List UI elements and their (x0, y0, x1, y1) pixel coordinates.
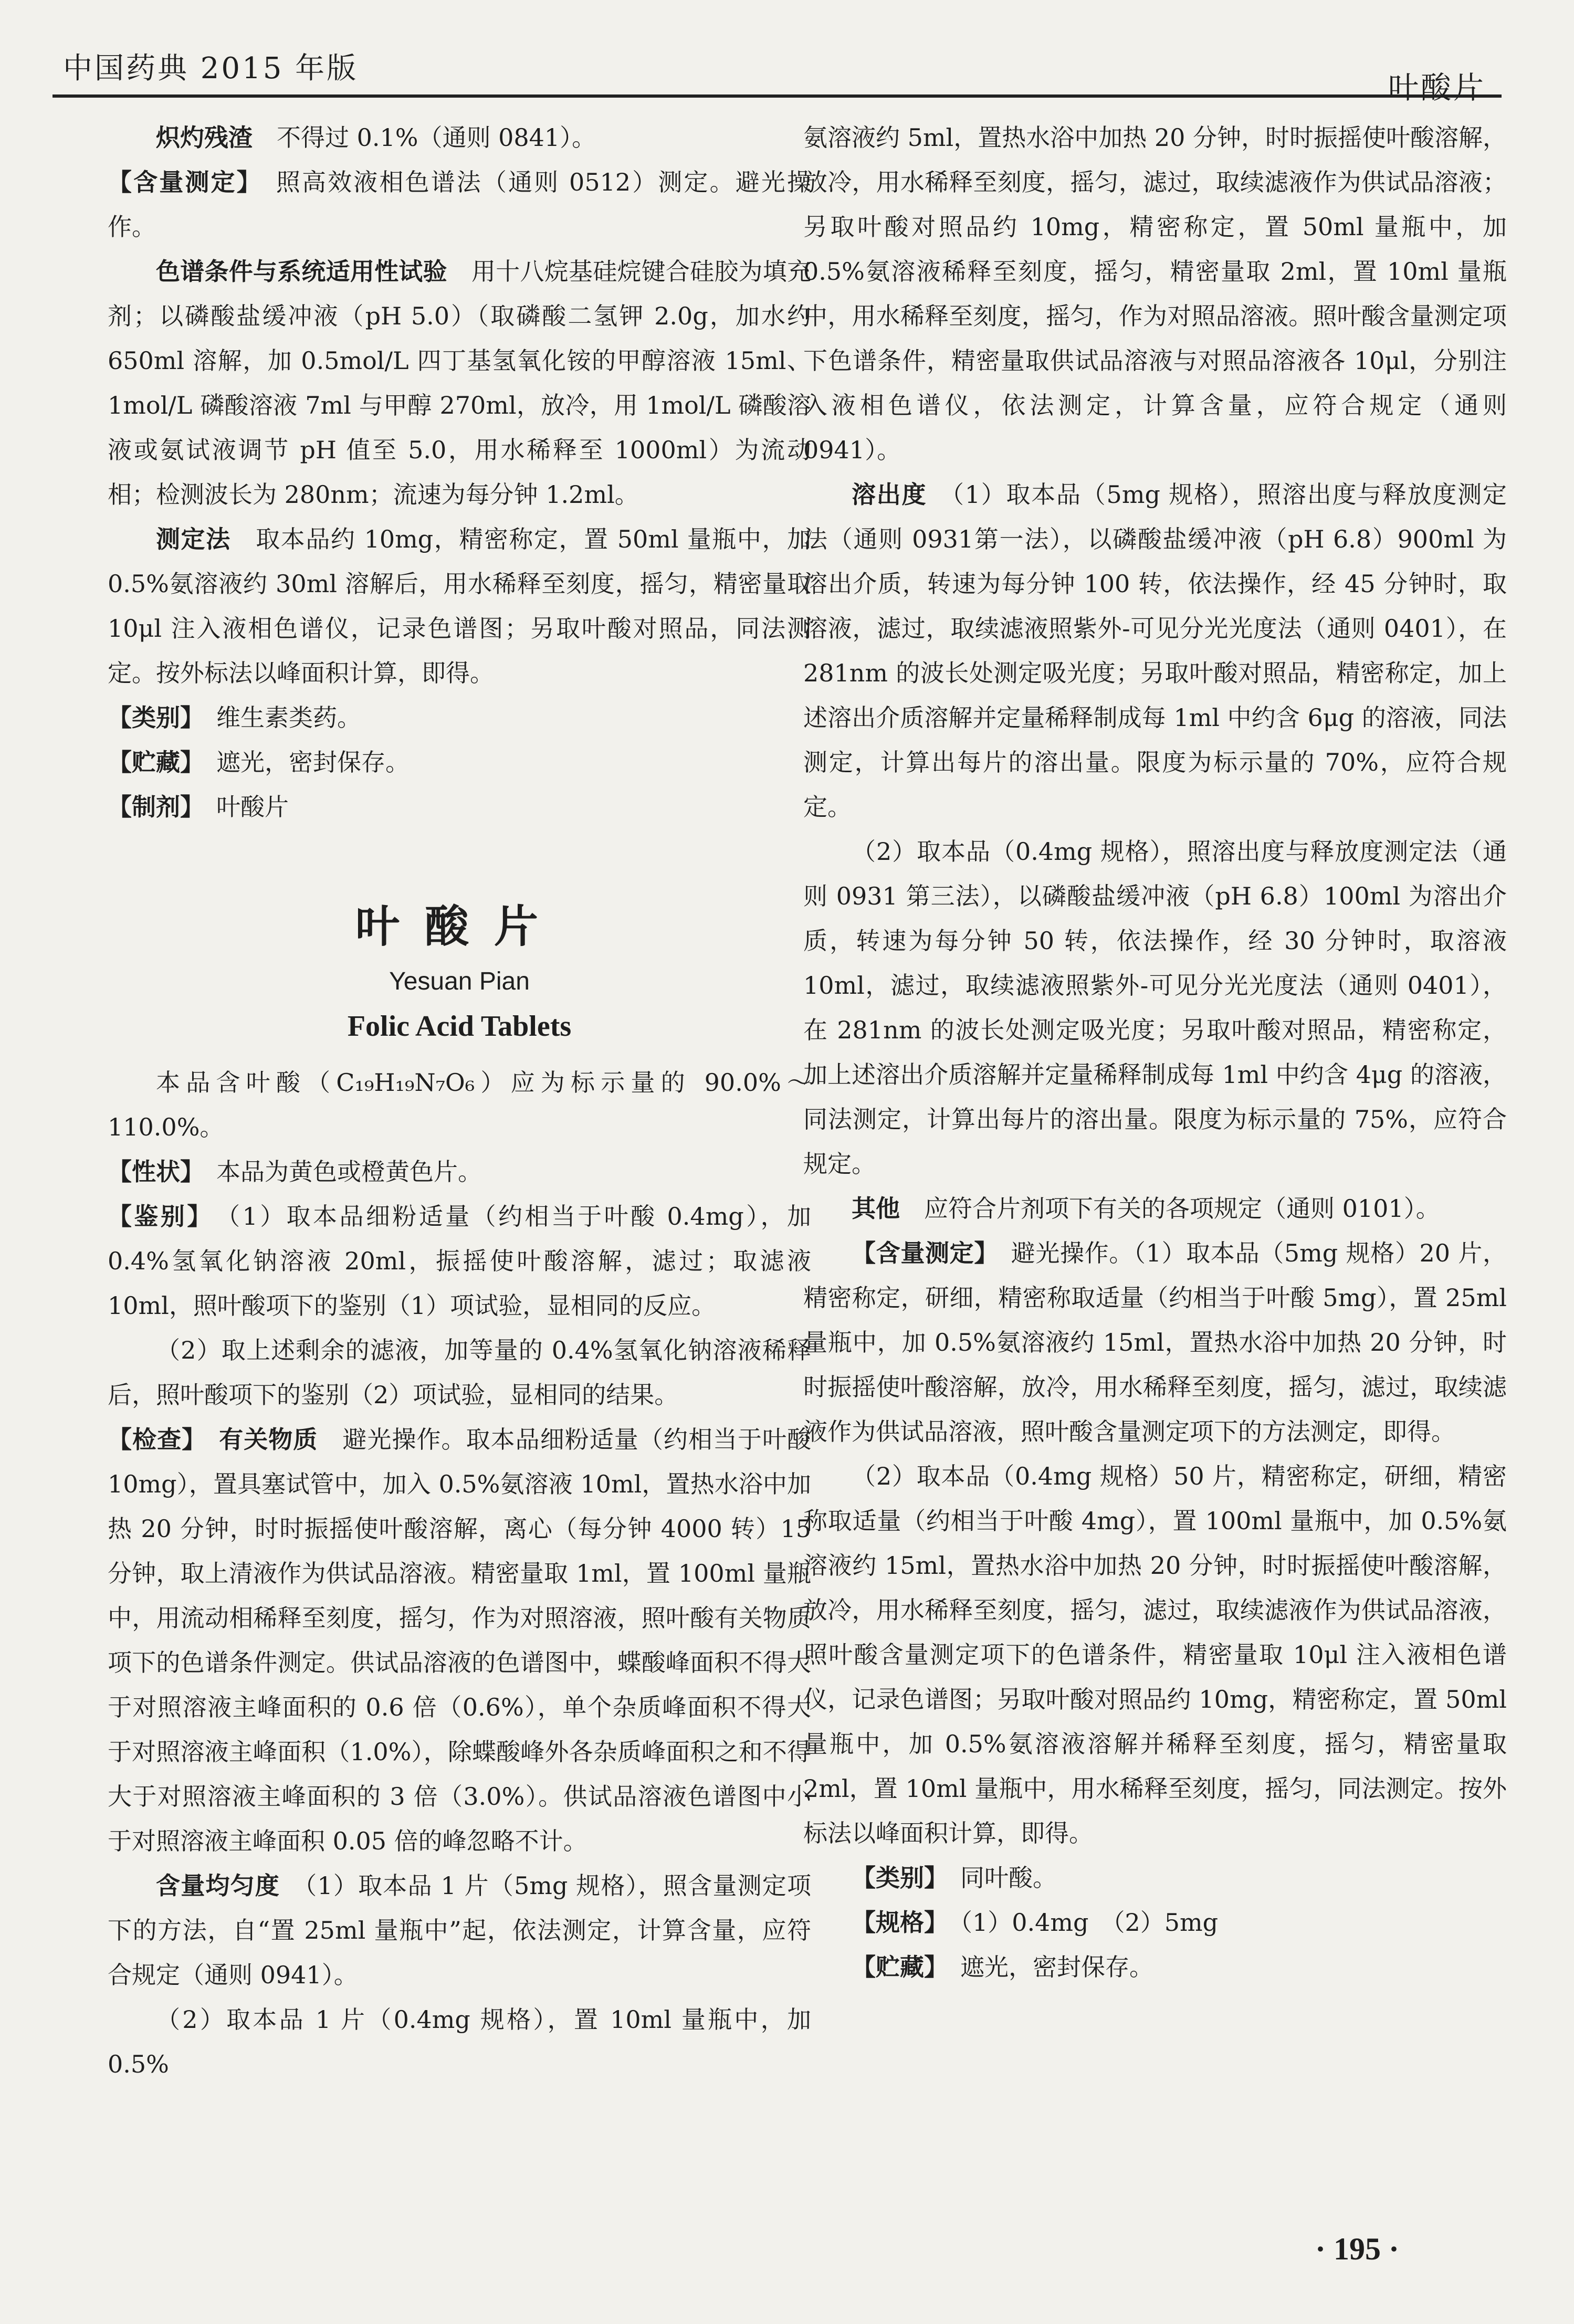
paragraph-tablet-category (803, 1856, 1507, 1900)
heading-category: 【类别】 (108, 703, 192, 732)
text-content-uniformity-1: （1）取本品 1 片（5mg 规格），照含量测定项下的方法，自“置 25ml 量瓶中”起，依法测定，计算含量，应符合规定（通则 0941）。 (108, 1871, 812, 1989)
text-dissolution-1: （1）取本品（5mg 规格），照溶出度与释放度测定法（通则 0931第一法），以磷酸盐缓冲液（pH 6.8）900ml 为溶出介质，转速为每分钟 100 转，依法操作，经 45 分钟时，取溶液，滤过，取续滤液照紫外-可见分光光度法（通则 0401），在 281nm 的波长处测定吸光度；另取叶酸对照品，精密称定，加上述溶出介质溶解并定量稀释制成每 1ml 中约含 6μg 的溶液，同法测定，计算出每片的溶出量。限度为标示量的 70%，应符合规定。 (803, 480, 1507, 821)
text-specifications: （1）0.4mg （2）5mg (960, 1908, 1219, 1937)
heading-assay: 【含量测定】 (108, 168, 250, 196)
heading-tablet-assay: 【含量测定】 (852, 1239, 987, 1267)
paragraph-category (108, 696, 811, 740)
heading-content-uniformity: 含量均匀度 (156, 1871, 280, 1900)
text-storage: 遮光，密封保存。 (216, 748, 410, 776)
text-category: 维生素类药。 (216, 703, 361, 732)
paragraph-ignition-residue (108, 115, 811, 160)
heading-other: 其他 (852, 1194, 900, 1223)
heading-tests: 【检查】 (108, 1425, 195, 1454)
paragraph-content-uniformity-1 (108, 1864, 811, 1997)
text-description: 本品为黄色或橙黄色片。 (216, 1158, 482, 1186)
paragraph-assay (108, 160, 811, 249)
text-identification-1: （1）取本品细粉适量（约相当于叶酸 0.4mg），加 0.4%氢氧化钠溶液 20ml，振摇使叶酸溶解，滤过；取滤液 10ml，照叶酸项下的鉴别（1）项试验，显相同的反应。 (108, 1202, 812, 1320)
heading-ignition-residue: 炽灼残渣 (156, 123, 253, 152)
paragraph-chromatographic-conditions (108, 249, 811, 517)
paragraph-tablet-assay-2: （2）取本品（0.4mg 规格）50 片，精密称定，研细，精密称取适量（约相当于叶酸 4mg），置 100ml 量瓶中，加 0.5%氨溶液约 15ml，置热水浴中加热 20 分钟，时时振摇使叶酸溶解，放冷，用水稀释至刻度，摇匀，滤过，取续滤液作为供试品溶液，照叶酸含量测定项下的色谱条件，精密量取 10μl 注入液相色谱仪，记录色谱图；另取叶酸对照品约 10mg，精密称定，置 50ml 量瓶中，加 0.5%氨溶液溶解并稀释至刻度，摇匀，精密量取 2ml，置 10ml 量瓶中，用水稀释至刻度，摇匀，同法测定。按外标法以峰面积计算，即得。 (803, 1462, 1507, 1847)
text-preparations: 叶酸片 (216, 793, 289, 821)
monograph-title: 叶酸片 (355, 901, 563, 952)
paragraph-other (803, 1186, 1507, 1231)
text-other: 应符合片剂项下有关的各项规定（通则 0101）。 (924, 1194, 1440, 1223)
text-ignition-residue: 不得过 0.1%（通则 0841）。 (277, 123, 596, 152)
paragraph-preparations (108, 785, 811, 829)
paragraph-content-uniformity-continued: 氨溶液约 5ml，置热水浴中加热 20 分钟，时时振摇使叶酸溶解，放冷，用水稀释至刻度，摇匀，滤过，取续滤液作为供试品溶液；另取叶酸对照品约 10mg，精密称定，置 50ml 量瓶中，加 0.5%氨溶液稀释至刻度，摇匀，精密量取 2ml，置 10ml 量瓶中，用水稀释至刻度，摇匀，作为对照品溶液。照叶酸含量测定项下色谱条件，精密量取供试品溶液与对照品溶液各 10μl，分别注入液相色谱仪，依法测定，计算含量，应符合规定（通则 0941）。 (803, 123, 1507, 464)
heading-identification: 【鉴别】 (108, 1202, 202, 1231)
text-tablet-assay-1: 避光操作。（1）取本品（5mg 规格）20 片，精密称定，研细，精密称取适量（约相当于叶酸 5mg），置 25ml 量瓶中，加 0.5%氨溶液约 15ml，置热水浴中加热 20 分钟，时时振摇使叶酸溶解，放冷，用水稀释至刻度，摇匀，滤过，取续滤液作为供试品溶液，照叶酸含量测定项下的方法测定，即得。 (803, 1239, 1507, 1446)
page-header (53, 21, 1502, 106)
monograph-english-title: Folic Acid Tablets (347, 1010, 572, 1043)
page-number: · 195 · (1315, 2232, 1400, 2266)
text-assay: 照高效液相色谱法（通则 0512）测定。避光操作。 (108, 168, 812, 241)
heading-procedure: 测定法 (156, 525, 231, 553)
paragraph-procedure (108, 517, 811, 696)
heading-tablet-storage: 【贮藏】 (852, 1953, 936, 1981)
paragraph-tablet-assay-1 (803, 1231, 1507, 1454)
header-book-title: 中国药典 2015 年版 (63, 51, 359, 86)
right-column (803, 115, 1507, 1990)
paragraph-content-limit: 本品含叶酸（C₁₉H₁₉N₇O₆）应为标示量的 90.0%～110.0%。 (108, 1068, 811, 1141)
paragraph-dissolution-2: （2）取本品（0.4mg 规格），照溶出度与释放度测定法（通则 0931 第三法），以磷酸盐缓冲液（pH 6.8）100ml 为溶出介质，转速为每分钟 50 转，依法操作，经 30 分钟时，取溶液 10ml，滤过，取续滤液照紫外-可见分光光度法（通则 0401），在 281nm 的波长处测定吸光度；另取叶酸对照品，精密称定，加上述溶出介质溶解并定量稀释制成每 1ml 中约含 4μg 的溶液，同法测定，计算出每片的溶出量。限度为标示量的 75%，应符合规定。 (803, 837, 1507, 1178)
paragraph-storage (108, 740, 811, 785)
text-related-substances: 避光操作。取本品细粉适量（约相当于叶酸 10mg），置具塞试管中，加入 0.5%氨溶液 10ml，置热水浴中加热 20 分钟，时时振摇使叶酸溶解，离心（每分钟 4000 转）15 分钟，取上清液作为供试品溶液。精密量取 1ml，置 100ml 量瓶中，用流动相稀释至刻度，摇匀，作为对照溶液，照叶酸有关物质项下的色谱条件测定。供试品溶液的色谱图中，蝶酸峰面积不得大于对照溶液主峰面积的 0.6 倍（0.6%），单个杂质峰面积不得大于对照溶液主峰面积（1.0%），除蝶酸峰外各杂质峰面积之和不得大于对照溶液主峰面积的 3 倍（3.0%）。供试品溶液色谱图中小于对照溶液主峰面积 0.05 倍的峰忽略不计。 (108, 1425, 812, 1855)
text-tablet-category: 同叶酸。 (960, 1864, 1057, 1892)
text-tablet-storage: 遮光，密封保存。 (960, 1953, 1153, 1981)
heading-dissolution: 溶出度 (852, 480, 927, 509)
monograph-pinyin: Yesuan Pian (389, 968, 530, 995)
paragraph-description (108, 1150, 811, 1194)
heading-related-substances: 有关物质 (219, 1425, 318, 1454)
paragraph-specifications (803, 1900, 1507, 1945)
paragraph-related-substances (108, 1417, 811, 1864)
paragraph-identification-2: （2）取上述剩余的滤液，加等量的 0.4%氢氧化钠溶液稀释后，照叶酸项下的鉴别（2）项试验，显相同的结果。 (108, 1336, 811, 1409)
heading-chromatographic-conditions: 色谱条件与系统适用性试验 (156, 257, 447, 286)
paragraph-content-uniformity-2: （2）取本品 1 片（0.4mg 规格），置 10ml 量瓶中，加 0.5% (108, 2005, 811, 2078)
text-chromatographic-conditions: 用十八烷基硅烷键合硅胶为填充剂；以磷酸盐缓冲液（pH 5.0）（取磷酸二氢钾 2.0g，加水约 650ml 溶解，加 0.5mol/L 四丁基氢氧化铵的甲醇溶液 15ml、1mol/L 磷酸溶液 7ml 与甲醇 270ml，放冷，用 1mol/L 磷酸溶液或氨试液调节 pH 值至 5.0，用水稀释至 1000ml）为流动相；检测波长为 280nm；流速为每分钟 1.2ml。 (108, 257, 812, 509)
paragraph-identification-1 (108, 1194, 811, 1328)
paragraph-dissolution-1 (803, 472, 1507, 829)
heading-preparations: 【制剂】 (108, 793, 192, 821)
heading-description: 【性状】 (108, 1158, 192, 1186)
heading-tablet-category: 【类别】 (852, 1864, 936, 1892)
paragraph-tablet-storage (803, 1945, 1507, 1990)
heading-specifications: 【规格】 (852, 1908, 936, 1937)
text-procedure: 取本品约 10mg，精密称定，置 50ml 量瓶中，加 0.5%氨溶液约 30ml 溶解后，用水稀释至刻度，摇匀，精密量取 10μl 注入液相色谱仪，记录色谱图；另取叶酸对照品，同法测定。按外标法以峰面积计算，即得。 (108, 525, 812, 687)
left-column (108, 115, 811, 2087)
heading-storage: 【贮藏】 (108, 748, 192, 776)
header-section-title: 叶酸片 (1388, 70, 1486, 106)
